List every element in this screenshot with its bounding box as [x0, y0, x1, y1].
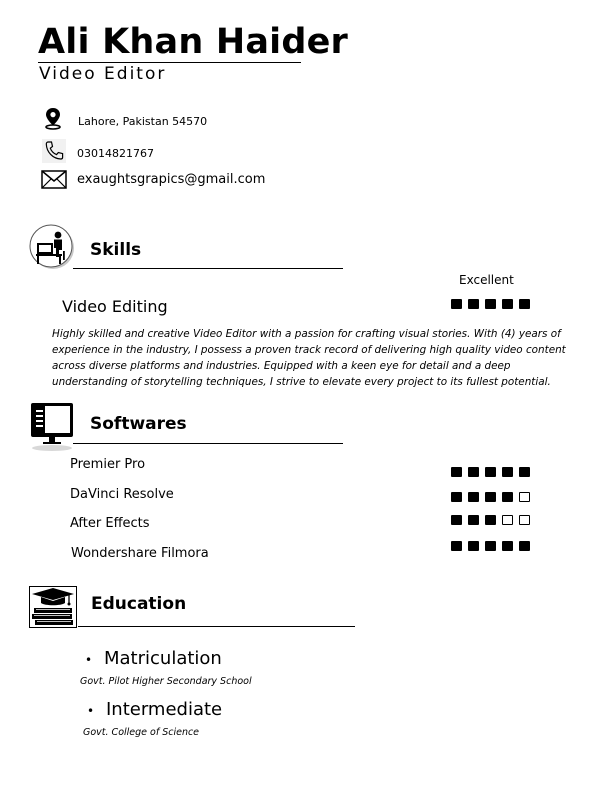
rating-square-filled — [502, 541, 513, 551]
education-title-matriculation: Matriculation — [104, 648, 222, 669]
education-title-intermediate: Intermediate — [106, 699, 223, 720]
skill-rating-video-editing — [451, 299, 530, 309]
education-section-title: Education — [91, 594, 187, 614]
rating-square-filled — [485, 492, 496, 502]
software-name-davinci-resolve: DaVinci Resolve — [70, 487, 174, 502]
envelope-icon — [41, 169, 65, 193]
software-rating-wondershare-filmora — [451, 541, 530, 551]
resume-role: Video Editor — [39, 64, 167, 84]
rating-square-filled — [502, 299, 513, 309]
contact-email[interactable]: exaughtsgrapics@gmail.com — [77, 172, 266, 187]
rating-square-filled — [468, 299, 479, 309]
rating-square-filled — [502, 467, 513, 477]
computer-monitor-icon — [30, 402, 74, 446]
rating-square-filled — [451, 467, 462, 477]
rating-square-filled — [485, 515, 496, 525]
skills-section-title: Skills — [90, 240, 142, 260]
graduation-cap-books-icon — [29, 586, 73, 630]
softwares-section-rule — [73, 443, 343, 444]
rating-square-empty — [519, 492, 530, 502]
phone-icon — [42, 139, 66, 163]
rating-square-filled — [451, 515, 462, 525]
contact-address: Lahore, Pakistan 54570 — [78, 115, 208, 128]
skill-name-video-editing: Video Editing — [62, 297, 168, 316]
rating-square-filled — [468, 492, 479, 502]
rating-square-empty — [519, 515, 530, 525]
rating-square-filled — [468, 467, 479, 477]
location-pin-icon — [41, 106, 65, 130]
profile-summary: Highly skilled and creative Video Editor with a passion for crafting visual stories. With (4) years of experience in the industry, I possess a proven track record of delivering high quality video content across diverse platforms and industries. Equipped with a keen eye for detail and a deep understanding of storytelling techniques, I strive to elevate every project to its fullest potential. — [52, 328, 566, 388]
skills-section-rule — [73, 268, 343, 269]
rating-square-filled — [468, 515, 479, 525]
rating-square-filled — [451, 541, 462, 551]
education-school-matriculation: Govt. Pilot Higher Secondary School — [80, 676, 252, 687]
skill-level-header: Excellent — [459, 273, 514, 287]
rating-square-filled — [519, 467, 530, 477]
rating-square-filled — [468, 541, 479, 551]
rating-square-filled — [485, 299, 496, 309]
software-name-premier-pro: Premier Pro — [70, 457, 146, 472]
rating-square-filled — [485, 541, 496, 551]
resume-name: Ali Khan Haider — [38, 22, 348, 62]
contact-phone: 03014821767 — [77, 147, 154, 160]
education-bullet: • — [87, 704, 95, 718]
rating-square-filled — [451, 492, 462, 502]
name-underline — [38, 62, 301, 63]
software-rating-davinci-resolve — [451, 492, 530, 502]
rating-square-filled — [451, 299, 462, 309]
rating-square-empty — [502, 515, 513, 525]
software-rating-after-effects — [451, 515, 530, 525]
software-name-wondershare-filmora: Wondershare Filmora — [71, 546, 209, 561]
rating-square-filled — [519, 541, 530, 551]
desk-worker-icon — [29, 224, 73, 268]
software-name-after-effects: After Effects — [70, 516, 150, 531]
rating-square-filled — [485, 467, 496, 477]
softwares-section-title: Softwares — [90, 414, 187, 434]
software-rating-premier-pro — [451, 467, 530, 477]
education-section-rule — [78, 626, 355, 627]
rating-square-filled — [519, 299, 530, 309]
education-school-intermediate: Govt. College of Science — [83, 727, 200, 738]
education-bullet: • — [85, 653, 93, 667]
rating-square-filled — [502, 492, 513, 502]
